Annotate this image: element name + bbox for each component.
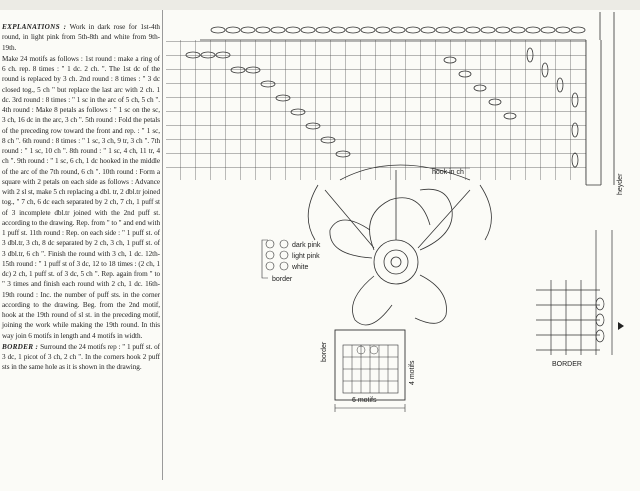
legend-light-pink: light pink [292, 253, 320, 260]
right-border-chart [536, 230, 624, 355]
color-legend [262, 240, 321, 283]
right-edge-stitches [586, 12, 614, 185]
explanations-heading: EXPLANATIONS : [2, 23, 67, 31]
motifs-paragraph: Make 24 motifs as follows : 1st round : make a ring of 6 ch. rep. 8 times : " 1 dc. 2 ch. ". The 1st dc of the round is replaced by 3 ch. 2nd round : 8 times : " 3 dc closed tog., 5 ch " but replace the last arc with 2 ch. 1 dc. 3rd round : 8 times : " 1 sc in the arc of 5 ch, 5 ch ". 4th round : Make 8 petals as follows : " 1 sc on the sc, 3 ch, 16 dc in the arc, 3 ch ". 5th round : Fold the petals of the preceding row toward the front and rep. : " 1 sc, 8 ch ". 6th round : 8 times : " 1 sc, 3 ch, 9 tr, 3 ch ". 7th round : " 1 sc, 10 ch ". 8th round : " 1 sc, 4 ch, 11 tr, 4 ch ". 9th round : " 1 sc, 6 ch, 1 dc hooked in the middle of the arc of the 7th round, 6 ch ". 10th round : Form a square with 2 petals on each side as follows : Advance with 2 sl st, make 5 ch replacing a dbl. tr, 2 dbl.tr joined tog., " 7 ch, 6 dc each separated by 2 ch, 7 ch, 1 puff st of 3 incomplete dbl.tr joined with the 2nd puff st. according to the drawing. Rep. from " to " and end with 1 puff st. 11th round : Rep. on each side : " 1 puff st. of 3 dbl.tr, 3 ch, 8 dc separated by 2 ch, 3 ch, 1 puff st. of 3 dbl.tr, 6 ch ". Finish the round with 3 ch, 1 dc. 12th-15th round : " 1 puff st of 3 dc, 12 to 18 times : (2 ch, 1 dc) 2 ch, 1 puff st. of 3 dc, 5 ch ". Rep. again from " to " 3 times and finish each round with 2 ch, 1 dc. 16th-19th round : Inc. the number of puff sts. in the corner according to the drawing. Beg. from the 2nd motif, hook at the 19th round of sl st. in the preceding motif, joining the work while making the 19th round. In this way join 6 motifs in length and 4 motifs in width. [2, 54, 160, 340]
layout-border-label: border [321, 341, 328, 362]
explanations-body: Work in dark rose for 1st-4th round, in light pink from 5th-8th and white from 9th-19th. [2, 23, 160, 52]
flower-motif [308, 165, 491, 325]
layout-height-label: 4 motifs [409, 360, 416, 385]
layout-width-label: 6 motifs [352, 397, 377, 404]
border-heading: BORDER : [2, 342, 39, 351]
legend-white: white [292, 264, 309, 271]
chart-grid [166, 40, 586, 180]
hook-in-ch-label: hook in ch [432, 169, 464, 176]
border-right-label: BORDER [552, 361, 582, 368]
legend-border: border [272, 276, 293, 283]
layout-box [321, 330, 416, 412]
heyder-label: heyder [617, 173, 624, 195]
legend-dark-pink: dark pink [292, 242, 321, 249]
border-body: Surround the 24 motifs rep : " 1 puff st. of 3 dc, 1 picot of 3 ch, 2 ch ". In the corners hook 2 puff sts in the same hole as it is shown in the drawing. [2, 342, 161, 372]
